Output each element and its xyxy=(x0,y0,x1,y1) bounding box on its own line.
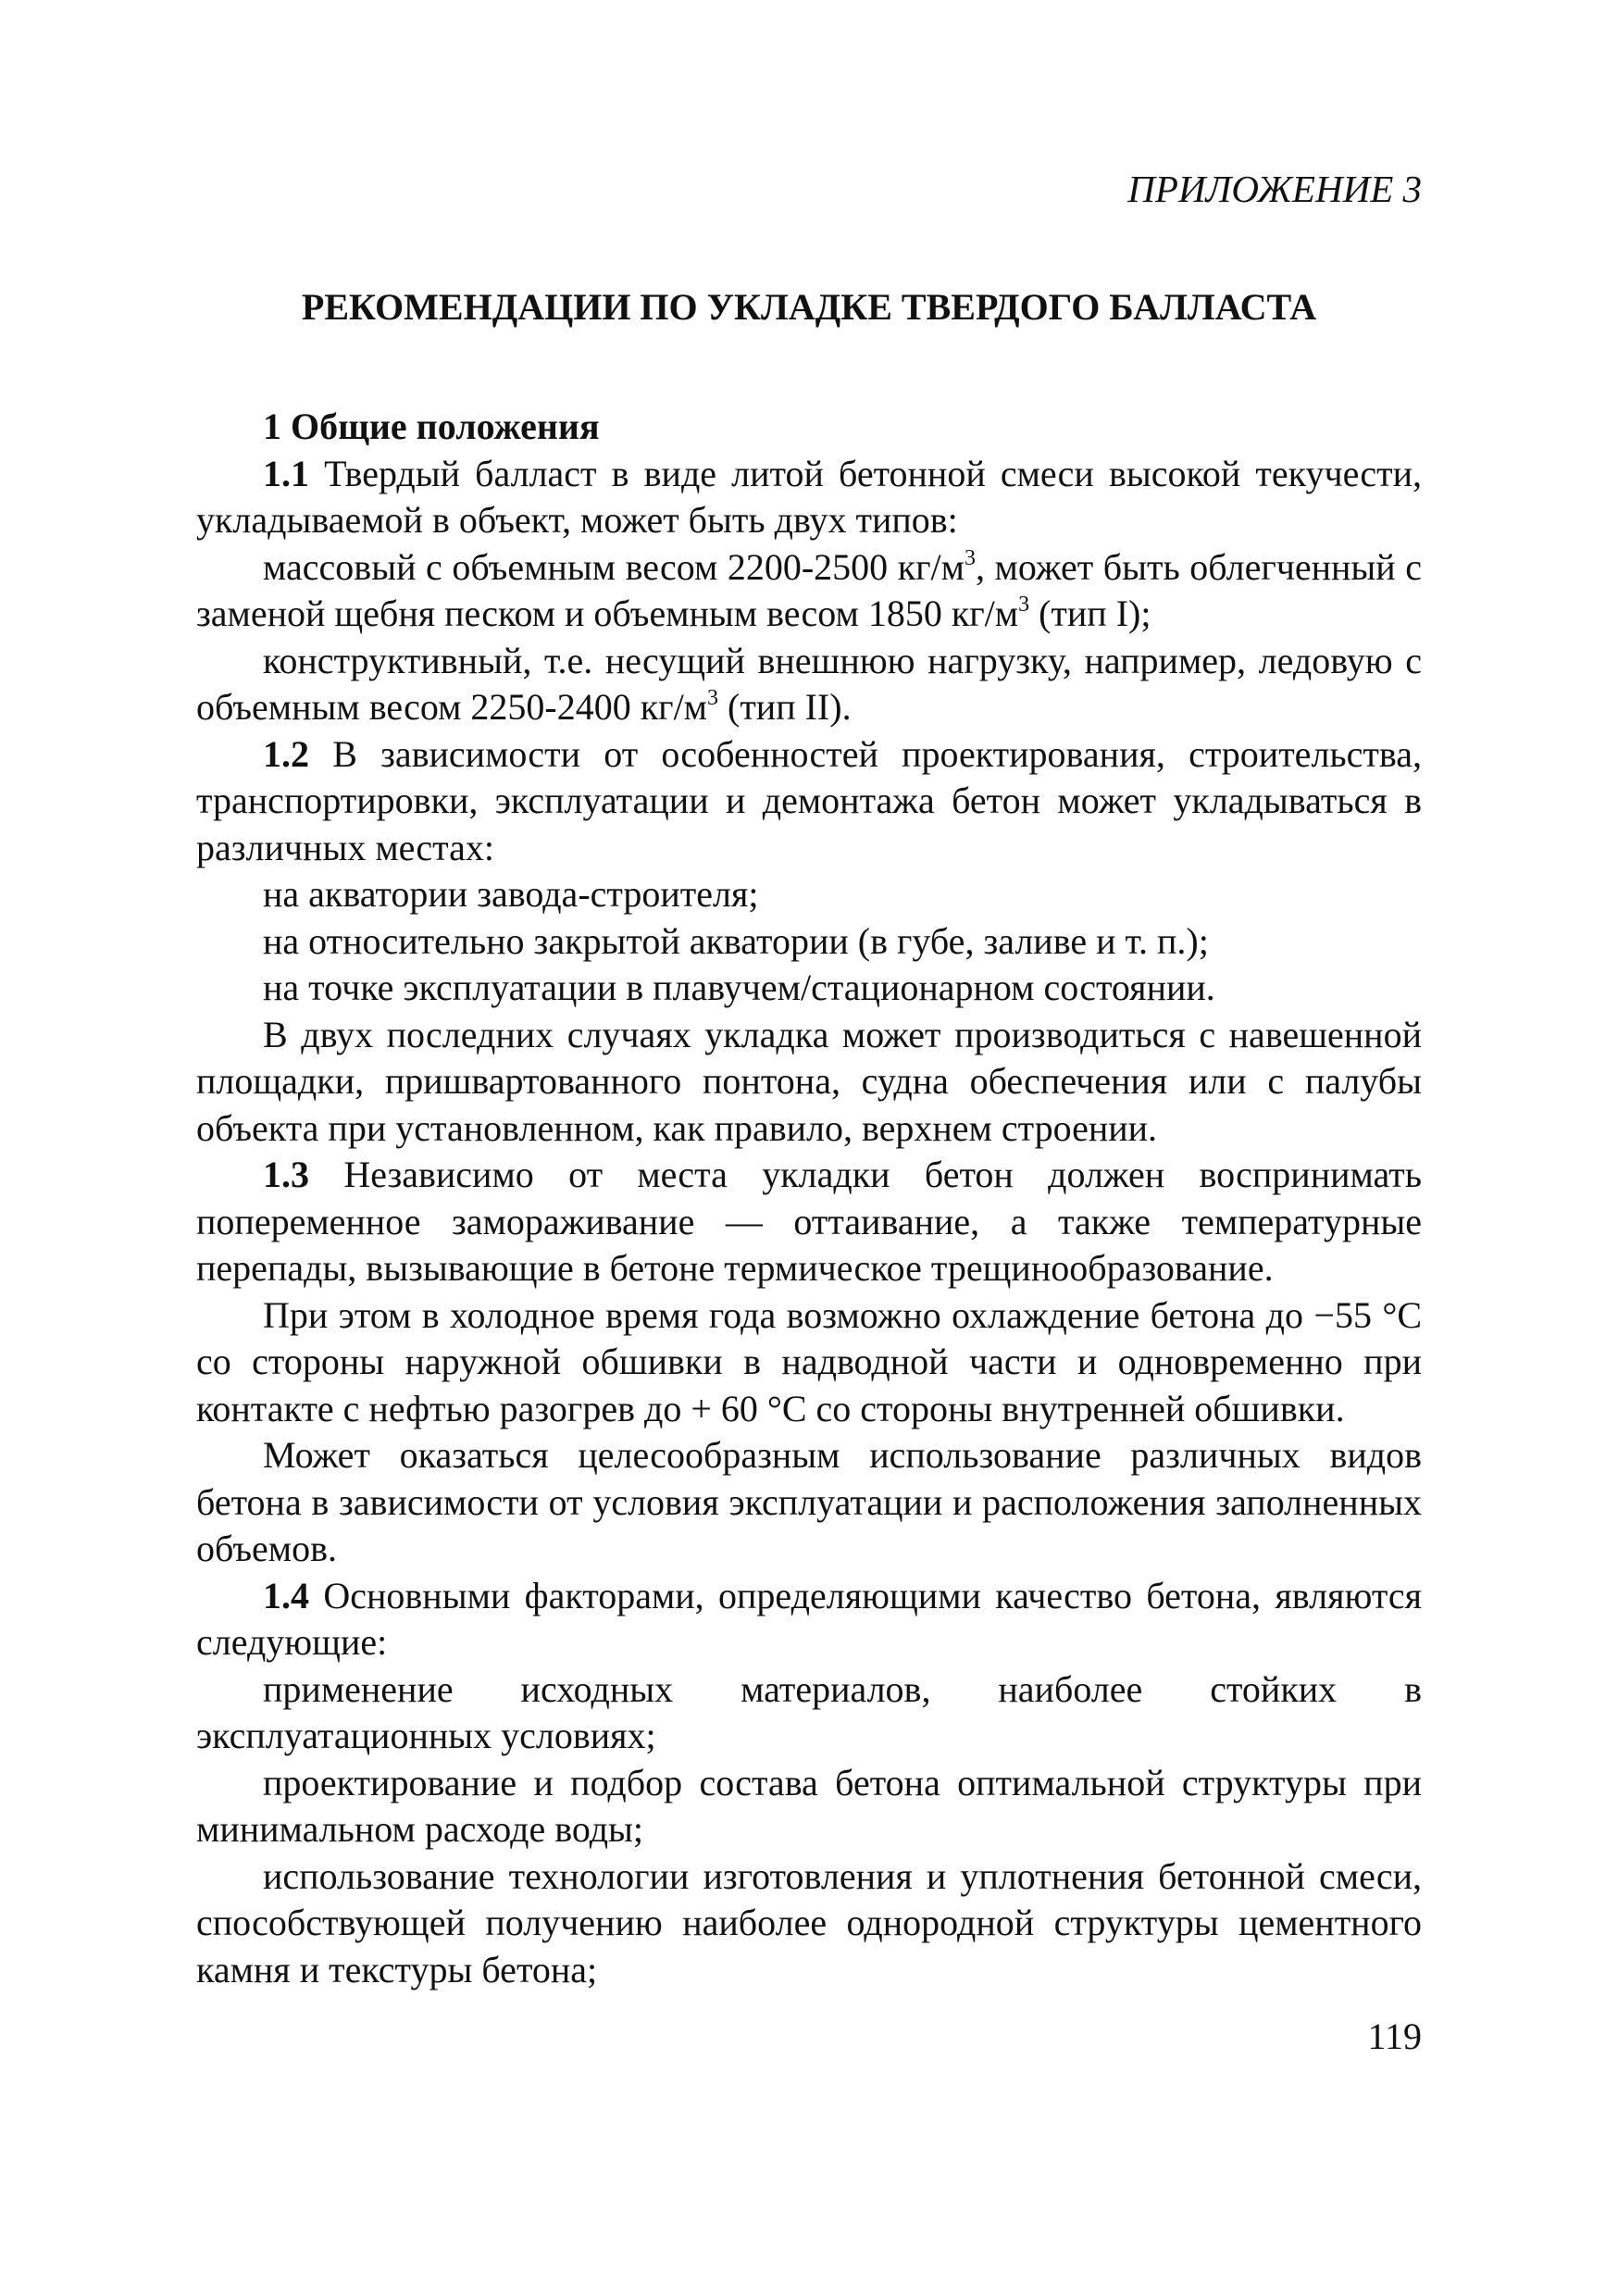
quality-factor-1: применение исходных материалов, наиболее стойких в эксплуатационных условиях; xyxy=(196,1667,1422,1756)
appendix-label: ПРИЛОЖЕНИЕ 3 xyxy=(1127,168,1422,210)
paragraph-1-2 xyxy=(196,731,1422,872)
clause-number: 1.2 xyxy=(263,732,309,775)
ballast-type-1 xyxy=(196,544,1422,638)
document-title: РЕКОМЕНДАЦИИ ПО УКЛАДКЕ ТВЕРДОГО БАЛЛАСТА xyxy=(301,286,1317,328)
paragraph-1-1 xyxy=(196,451,1422,544)
paragraph-text: , может быть облегченный с заменой щебня песком и объемным весом 1850 кг/м xyxy=(196,545,1422,634)
paragraph-text: В зависимости от особенностей проектирования, строительства, транспортировки, эксплуатации и демонтажа бетон может укладываться в различных местах: xyxy=(196,732,1422,868)
paragraph-text: Основными факторами, определяющими качество бетона, являются следующие: xyxy=(196,1574,1422,1663)
superscript: 3 xyxy=(964,545,976,570)
paragraph-concrete-types: Может оказаться целесообразным использование различных видов бетона в зависимости от условия эксплуатации и расположения заполненных объемов. xyxy=(196,1434,1422,1569)
paragraph-text: (тип II). xyxy=(718,686,852,728)
paragraph-text: массовый с объемным весом 2200-2500 кг/м xyxy=(263,545,965,588)
clause-number: 1.3 xyxy=(263,1154,309,1195)
placement-location-2: на относительно закрытой акватории (в губе, заливе и т. п.); xyxy=(263,919,1209,962)
document-body xyxy=(196,404,1422,1993)
paragraph-temperature: При этом в холодное время года возможно охлаждение бетона до −55 °С со стороны наружной обшивки в надводной части и одновременно при контакте с нефтью разогрев до + 60 °С со стороны внутренней обшивки. xyxy=(196,1293,1422,1429)
paragraph-text: Твердый балласт в виде литой бетонной смеси высокой текучести, укладываемой в объект, может быть двух типов: xyxy=(196,452,1422,541)
page-number: 119 xyxy=(1367,2015,1422,2057)
paragraph-1-2-tail: В двух последних случаях укладка может производиться с навешенной площадки, пришвартованного понтона, судна обеспечения или с палубы объекта при установленном, как правило, верхнем строении. xyxy=(196,1013,1422,1149)
superscript: 3 xyxy=(707,686,718,710)
superscript: 3 xyxy=(1018,593,1030,617)
placement-location-1: на акватории завода-строителя; xyxy=(263,873,759,915)
ballast-type-2 xyxy=(196,638,1422,731)
paragraph-1-3 xyxy=(196,1152,1422,1292)
clause-number: 1.1 xyxy=(263,452,309,494)
placement-location-3: на точке эксплуатации в плавучем/стационарном состоянии. xyxy=(263,967,1215,1008)
paragraph-text: Независимо от места укладки бетон должен воспринимать попеременное замораживание — оттаивание, а также температурные перепады, вызывающие в бетоне термическое трещинообразование. xyxy=(196,1154,1422,1289)
quality-factor-2: проектирование и подбор состава бетона оптимальной структуры при минимальном расходе воды; xyxy=(196,1761,1422,1850)
paragraph-text: конструктивный, т.е. несущий внешнюю нагрузку, например, ледовую с объемным весом 2250-2400 кг/м xyxy=(196,639,1422,728)
clause-number: 1.4 xyxy=(263,1574,309,1616)
section-heading: 1 Общие положения xyxy=(263,406,600,447)
paragraph-1-4 xyxy=(196,1573,1422,1666)
paragraph-text: (тип I); xyxy=(1029,593,1151,634)
quality-factor-3: использование технологии изготовления и уплотнения бетонной смеси, способствующей получению наиболее однородной структуры цементного камня и текстуры бетона; xyxy=(196,1854,1422,1990)
